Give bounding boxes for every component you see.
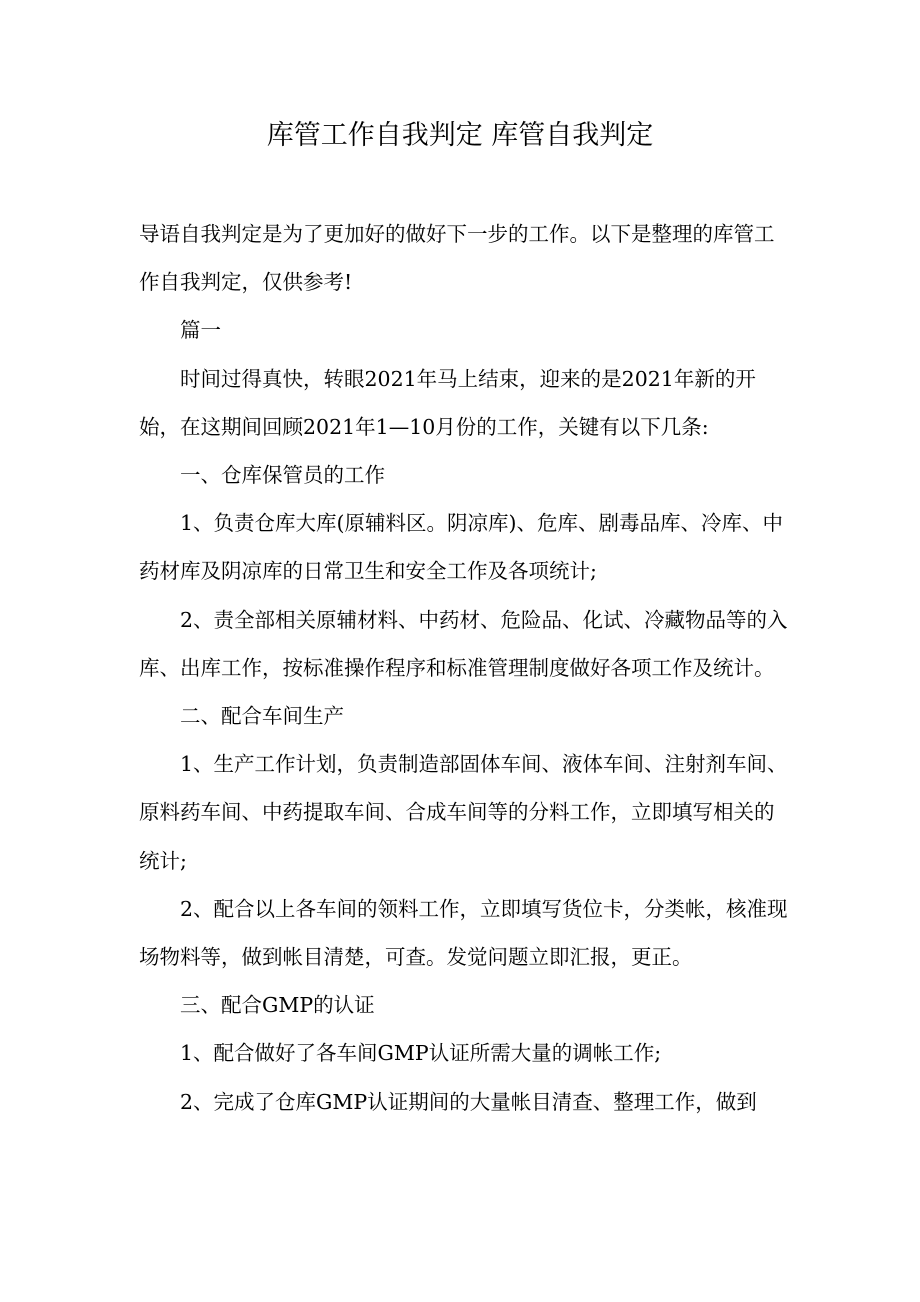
heading-gmp-certification: 三、配合GMP的认证 — [180, 993, 375, 1018]
document-body — [139, 210, 789, 1126]
gmp-item-2: 2、完成了仓库GMP认证期间的大量帐目清查、整理工作，做到 — [180, 1089, 757, 1114]
workshop-item-2: 2、配合以上各车间的领料工作，立即填写货位卡，分类帐，核准现场物料等，做到帐目清楚，可查。发觉问题立即汇报，更正。 — [139, 896, 788, 970]
section-label-part-one: 篇一 — [180, 318, 221, 343]
document-title: 库管工作自我判定 库管自我判定 — [266, 120, 654, 151]
heading-workshop-production: 二、配合车间生产 — [180, 704, 344, 729]
workshop-item-1: 1、生产工作计划，负责制造部固体车间、液体车间、注射剂车间、原料药车间、中药提取车间、合成车间等的分料工作，立即填写相关的统计; — [139, 752, 788, 873]
warehouse-item-1: 1、负责仓库大库(原辅料区。阴凉库)、危库、剧毒品库、冷库、中药材库及阴凉库的日常卫生和安全工作及各项统计; — [139, 511, 784, 584]
opening-paragraph: 时间过得真快，转眼2021年马上结束，迎来的是2021年新的开始，在这期间回顾2021年1—10月份的工作，关键有以下几条: — [139, 366, 756, 439]
intro-paragraph: 导语自我判定是为了更加好的做好下一步的工作。以下是整理的库管工作自我判定，仅供参考! — [139, 222, 775, 295]
heading-warehouse-keeper-work: 一、仓库保管员的工作 — [180, 463, 385, 488]
warehouse-item-2: 2、责全部相关原辅材料、中药材、危险品、化试、冷藏物品等的入库、出库工作，按标准操作程序和标准管理制度做好各项工作及统计。 — [139, 607, 788, 680]
gmp-item-1: 1、配合做好了各车间GMP认证所需大量的调帐工作; — [180, 1041, 662, 1066]
